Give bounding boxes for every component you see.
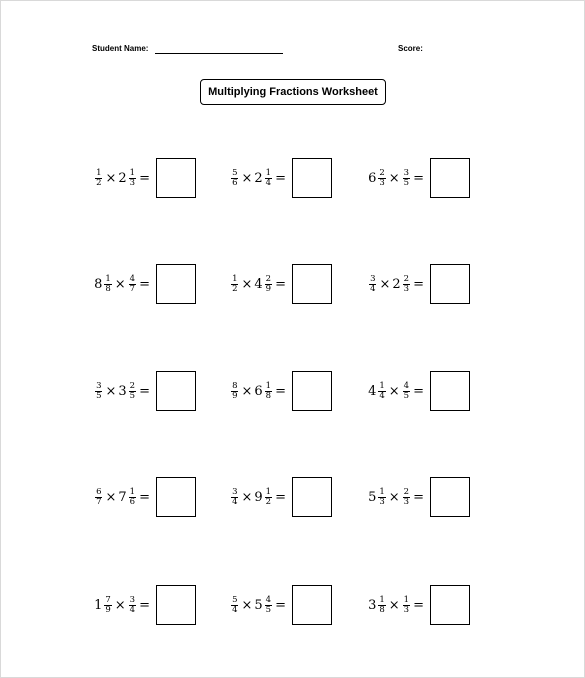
fraction [378, 596, 385, 615]
denominator: 3 [379, 177, 385, 188]
times-sign: × [388, 170, 400, 186]
equals-sign: = [413, 276, 424, 292]
answer-box[interactable] [430, 264, 470, 304]
denominator: 4 [370, 283, 376, 294]
whole-number: 5 [254, 597, 263, 613]
numerator: 4 [129, 273, 136, 284]
problem-expression [88, 169, 152, 188]
numerator: 2 [379, 167, 385, 178]
problem-item [224, 476, 332, 518]
denominator: 5 [96, 390, 102, 401]
fraction [403, 488, 410, 507]
fraction [378, 169, 385, 188]
denominator: 2 [232, 283, 238, 294]
answer-box[interactable] [156, 371, 196, 411]
fraction [95, 382, 102, 401]
numerator: 4 [403, 380, 410, 391]
times-sign: × [388, 383, 400, 399]
equals-sign: = [275, 383, 286, 399]
whole-number: 2 [118, 170, 127, 186]
numerator: 3 [129, 594, 136, 605]
denominator: 9 [105, 604, 111, 615]
numerator: 8 [232, 380, 238, 391]
fraction [104, 275, 111, 294]
problem-expression [88, 596, 152, 615]
problem-item [362, 476, 470, 518]
times-sign: × [241, 170, 253, 186]
numerator: 2 [403, 486, 410, 497]
fraction [403, 169, 410, 188]
fraction [129, 596, 136, 615]
problem-item [224, 157, 332, 199]
equals-sign: = [139, 170, 150, 186]
times-sign: × [105, 383, 117, 399]
whole-number: 6 [254, 383, 263, 399]
numerator: 2 [265, 273, 272, 284]
denominator: 5 [403, 177, 410, 188]
problem-item [88, 157, 196, 199]
denominator: 3 [403, 604, 410, 615]
answer-box[interactable] [292, 264, 332, 304]
equals-sign: = [275, 276, 286, 292]
problem-expression [224, 488, 288, 507]
denominator: 8 [265, 390, 272, 401]
score-label: Score: [398, 44, 423, 53]
fraction [129, 275, 136, 294]
times-sign: × [241, 489, 253, 505]
denominator: 8 [105, 283, 111, 294]
answer-box[interactable] [430, 371, 470, 411]
times-sign: × [114, 276, 126, 292]
denominator: 3 [129, 177, 136, 188]
problem-item [224, 370, 332, 412]
answer-box[interactable] [156, 158, 196, 198]
fraction [95, 488, 102, 507]
fraction [129, 169, 136, 188]
numerator: 2 [129, 380, 136, 391]
problem-expression [362, 596, 426, 615]
numerator: 1 [232, 273, 238, 284]
denominator: 4 [265, 177, 272, 188]
fraction [129, 488, 136, 507]
fraction [231, 596, 238, 615]
whole-number: 9 [254, 489, 263, 505]
worksheet-title-text: Multiplying Fractions Worksheet [208, 86, 378, 98]
denominator: 6 [129, 496, 136, 507]
problem-item [88, 584, 196, 626]
fraction [378, 382, 385, 401]
denominator: 2 [265, 496, 272, 507]
times-sign: × [241, 597, 253, 613]
denominator: 4 [379, 390, 385, 401]
denominator: 9 [232, 390, 238, 401]
denominator: 3 [403, 496, 410, 507]
problem-expression [362, 169, 426, 188]
denominator: 5 [129, 390, 136, 401]
problem-item [88, 370, 196, 412]
fraction [403, 275, 410, 294]
problem-item [88, 476, 196, 518]
answer-box[interactable] [156, 585, 196, 625]
answer-box[interactable] [292, 477, 332, 517]
whole-number: 3 [368, 597, 377, 613]
denominator: 5 [265, 604, 272, 615]
numerator: 3 [403, 167, 410, 178]
times-sign: × [388, 489, 400, 505]
fraction [95, 169, 102, 188]
problem-expression [362, 488, 426, 507]
problem-item [224, 263, 332, 305]
problem-expression [362, 275, 426, 294]
times-sign: × [379, 276, 391, 292]
times-sign: × [114, 597, 126, 613]
numerator: 1 [265, 167, 272, 178]
equals-sign: = [139, 383, 150, 399]
problem-expression [224, 275, 288, 294]
denominator: 4 [129, 604, 136, 615]
whole-number: 8 [94, 276, 103, 292]
student-name-label: Student Name: [92, 44, 149, 53]
times-sign: × [241, 276, 253, 292]
problem-expression [88, 488, 152, 507]
denominator: 7 [129, 283, 136, 294]
answer-box[interactable] [430, 158, 470, 198]
problem-item [362, 157, 470, 199]
fraction [265, 169, 272, 188]
denominator: 5 [403, 390, 410, 401]
whole-number: 7 [118, 489, 127, 505]
denominator: 7 [96, 496, 102, 507]
problem-expression [224, 169, 288, 188]
problem-expression [224, 596, 288, 615]
fraction [378, 488, 385, 507]
fraction [231, 169, 238, 188]
whole-number: 4 [254, 276, 263, 292]
numerator: 1 [129, 167, 136, 178]
times-sign: × [241, 383, 253, 399]
times-sign: × [388, 597, 400, 613]
fraction [231, 382, 238, 401]
whole-number: 1 [94, 597, 103, 613]
whole-number: 4 [368, 383, 377, 399]
numerator: 7 [105, 594, 111, 605]
problem-item [362, 584, 470, 626]
equals-sign: = [413, 170, 424, 186]
numerator: 5 [232, 594, 238, 605]
fraction [231, 488, 238, 507]
numerator: 1 [265, 486, 272, 497]
equals-sign: = [139, 597, 150, 613]
fraction [403, 596, 410, 615]
whole-number: 3 [118, 383, 127, 399]
numerator: 6 [96, 486, 102, 497]
numerator: 1 [129, 486, 136, 497]
numerator: 1 [96, 167, 102, 178]
answer-box[interactable] [292, 158, 332, 198]
fraction [129, 382, 136, 401]
answer-box[interactable] [292, 371, 332, 411]
equals-sign: = [413, 597, 424, 613]
numerator: 1 [379, 486, 385, 497]
numerator: 1 [403, 594, 410, 605]
numerator: 5 [232, 167, 238, 178]
answer-box[interactable] [292, 585, 332, 625]
fraction [265, 488, 272, 507]
denominator: 2 [96, 177, 102, 188]
equals-sign: = [413, 489, 424, 505]
problem-expression [88, 382, 152, 401]
answer-box[interactable] [156, 264, 196, 304]
denominator: 4 [232, 604, 238, 615]
fraction [265, 382, 272, 401]
problem-item [88, 263, 196, 305]
whole-number: 2 [254, 170, 263, 186]
equals-sign: = [139, 276, 150, 292]
problem-expression [88, 275, 152, 294]
fraction [104, 596, 111, 615]
equals-sign: = [139, 489, 150, 505]
answer-box[interactable] [430, 585, 470, 625]
equals-sign: = [275, 597, 286, 613]
equals-sign: = [413, 383, 424, 399]
answer-box[interactable] [156, 477, 196, 517]
whole-number: 6 [368, 170, 377, 186]
problem-expression [362, 382, 426, 401]
denominator: 9 [265, 283, 272, 294]
denominator: 3 [379, 496, 385, 507]
fraction [265, 596, 272, 615]
denominator: 3 [403, 283, 410, 294]
numerator: 3 [370, 273, 376, 284]
times-sign: × [105, 489, 117, 505]
fraction [369, 275, 376, 294]
times-sign: × [105, 170, 117, 186]
numerator: 3 [96, 380, 102, 391]
numerator: 3 [232, 486, 238, 497]
numerator: 1 [265, 380, 272, 391]
answer-box[interactable] [430, 477, 470, 517]
denominator: 6 [232, 177, 238, 188]
fraction [231, 275, 238, 294]
problem-item [362, 370, 470, 412]
denominator: 8 [379, 604, 385, 615]
whole-number: 5 [368, 489, 377, 505]
equals-sign: = [275, 170, 286, 186]
equals-sign: = [275, 489, 286, 505]
problem-expression [224, 382, 288, 401]
fraction [403, 382, 410, 401]
numerator: 4 [265, 594, 272, 605]
denominator: 4 [232, 496, 238, 507]
numerator: 1 [105, 273, 111, 284]
fraction [265, 275, 272, 294]
numerator: 2 [403, 273, 410, 284]
numerator: 1 [379, 380, 385, 391]
problem-item [362, 263, 470, 305]
numerator: 1 [379, 594, 385, 605]
problem-item [224, 584, 332, 626]
whole-number: 2 [392, 276, 401, 292]
